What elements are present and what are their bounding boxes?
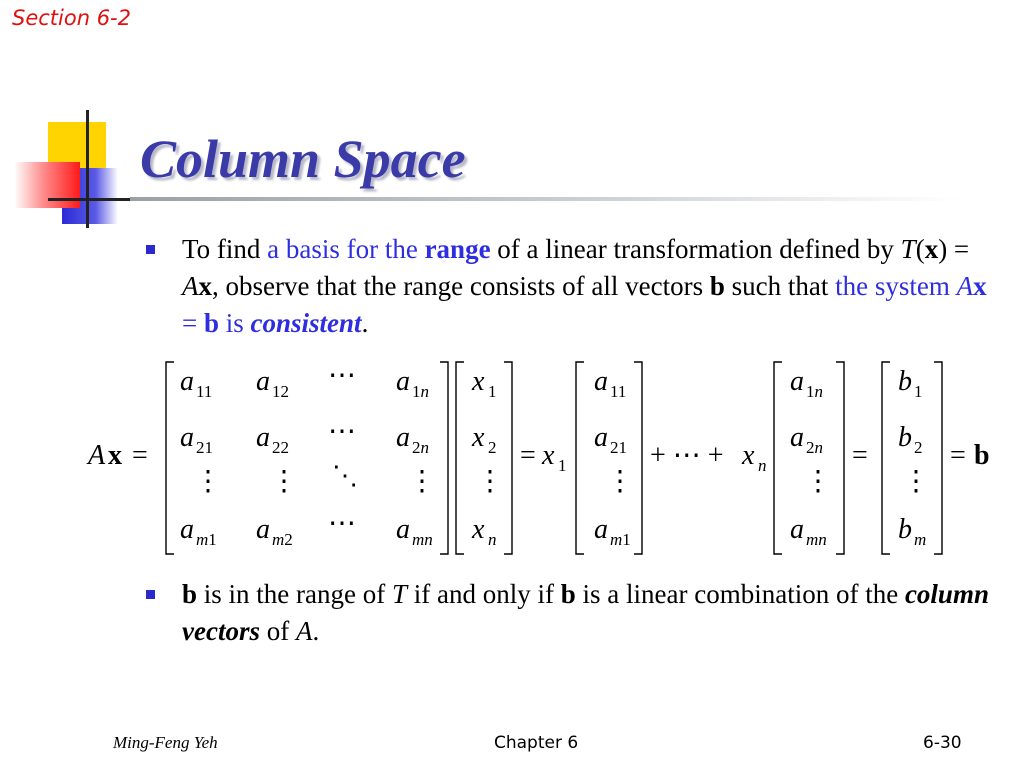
text-column-vectors: column vectors bbox=[182, 579, 989, 646]
matrix-entry: a bbox=[396, 366, 410, 397]
matrix-entry: a bbox=[256, 366, 270, 397]
symbol-A: A bbox=[956, 271, 974, 301]
symbol-x: x bbox=[973, 271, 987, 301]
text-highlight: the system bbox=[835, 271, 957, 301]
matrix-equation bbox=[80, 352, 1010, 558]
symbol-b: b bbox=[560, 579, 576, 609]
coefficient-xn: x bbox=[742, 440, 755, 471]
text: of bbox=[259, 616, 296, 646]
matrix-entry-subscript: 12 bbox=[272, 382, 289, 401]
column-1-entry-subscript: m1 bbox=[610, 530, 631, 549]
matrix-A-right-bracket bbox=[440, 362, 448, 554]
column-1-entry: a bbox=[594, 366, 608, 397]
vector-b-entry: b bbox=[898, 366, 912, 397]
text: To find bbox=[182, 234, 268, 264]
footer-page-number: 6-30 bbox=[923, 733, 962, 753]
section-label: Section 6-2 bbox=[12, 6, 131, 30]
decor-vertical-line bbox=[86, 110, 89, 228]
column-n-entry-subscript: mn bbox=[806, 530, 827, 549]
title-underline bbox=[130, 197, 960, 201]
matrix-entry-subscript: 11 bbox=[196, 382, 213, 401]
vertical-dots: ⋮ bbox=[270, 466, 298, 497]
column-1-entry: a bbox=[594, 514, 608, 545]
text: is in the range of bbox=[197, 579, 392, 609]
vector-x-entry-subscript: 1 bbox=[488, 382, 497, 401]
matrix-entry-subscript: 21 bbox=[196, 438, 213, 457]
text-consistent: consistent bbox=[250, 308, 362, 338]
bullet-square-icon bbox=[146, 590, 155, 599]
column-n-entry: a bbox=[790, 366, 804, 397]
equals-sign: = bbox=[950, 440, 966, 471]
vector-b-right-bracket bbox=[934, 362, 942, 554]
column-1-entry: a bbox=[594, 422, 608, 453]
horizontal-dots: ⋯ bbox=[328, 416, 356, 447]
symbol-A: A bbox=[295, 616, 313, 646]
text: , observe that the range consists of all vectors bbox=[212, 271, 710, 301]
vector-b-entry-subscript: 1 bbox=[914, 382, 923, 401]
bullet-range-basis bbox=[182, 231, 1002, 342]
matrix-entry-subscript: m1 bbox=[196, 530, 217, 549]
column-1-entry-subscript: 21 bbox=[610, 438, 627, 457]
symbol-A: A bbox=[88, 440, 106, 471]
text: if and only if bbox=[407, 579, 561, 609]
matrix-entry: a bbox=[180, 422, 194, 453]
vector-x-entry: x bbox=[472, 422, 485, 453]
matrix-entry: a bbox=[396, 514, 410, 545]
symbol-x: x bbox=[198, 271, 212, 301]
vector-x-entry: x bbox=[472, 366, 485, 397]
text-highlight: = bbox=[182, 308, 204, 338]
matrix-entry: a bbox=[180, 514, 194, 545]
text: . bbox=[361, 308, 369, 338]
matrix-entry: a bbox=[256, 422, 270, 453]
coefficient-xn-subscript: n bbox=[758, 456, 767, 475]
bullet-column-vectors bbox=[182, 576, 1002, 650]
decor-red-bar bbox=[14, 162, 80, 208]
vector-b-entry-subscript: 2 bbox=[914, 438, 923, 457]
vector-b-entry: b bbox=[898, 514, 912, 545]
footer-chapter: Chapter 6 bbox=[494, 733, 579, 753]
symbol-T: T bbox=[391, 579, 408, 609]
column-n-right-bracket bbox=[836, 362, 844, 554]
column-n-entry: a bbox=[790, 422, 804, 453]
matrix-entry-subscript: 22 bbox=[272, 438, 289, 457]
vertical-dots: ⋮ bbox=[804, 466, 832, 497]
vector-x-right-bracket bbox=[504, 362, 512, 554]
matrix-entry-subscript: mn bbox=[412, 530, 433, 549]
column-n-entry-subscript: 1n bbox=[806, 382, 823, 401]
vertical-dots: ⋮ bbox=[194, 466, 222, 497]
vector-x-entry-subscript: 2 bbox=[488, 438, 497, 457]
vector-x-entry: x bbox=[472, 514, 485, 545]
text: . bbox=[312, 616, 320, 646]
symbol-b: b bbox=[709, 271, 725, 301]
bullet-square-icon bbox=[146, 245, 155, 254]
matrix-entry-subscript: m2 bbox=[272, 530, 293, 549]
text: of a linear transformation defined by bbox=[490, 234, 901, 264]
column-n-entry-subscript: 2n bbox=[806, 438, 823, 457]
horizontal-dots: ⋯ bbox=[328, 360, 356, 391]
vertical-dots: ⋮ bbox=[408, 466, 436, 497]
text: is a linear combination of the bbox=[575, 579, 905, 609]
matrix-equation-svg bbox=[80, 352, 1010, 558]
matrix-entry: a bbox=[256, 514, 270, 545]
symbol-T: T bbox=[900, 234, 916, 264]
column-1-right-bracket bbox=[634, 362, 642, 554]
column-1-left-bracket bbox=[576, 362, 584, 554]
coefficient-x1: x bbox=[542, 440, 555, 471]
matrix-entry: a bbox=[396, 422, 410, 453]
horizontal-dots: ⋯ bbox=[328, 508, 356, 539]
vector-x-entry-subscript: n bbox=[488, 530, 497, 549]
matrix-entry: a bbox=[180, 366, 194, 397]
column-n-left-bracket bbox=[774, 362, 782, 554]
symbol-b: b bbox=[203, 308, 220, 338]
vertical-dots: ⋮ bbox=[902, 466, 930, 497]
text: such that bbox=[724, 271, 836, 301]
text-highlight: is bbox=[219, 308, 251, 338]
footer-author: Ming-Feng Yeh bbox=[113, 733, 218, 752]
vertical-dots: ⋮ bbox=[476, 466, 504, 497]
coefficient-x1-subscript: 1 bbox=[558, 456, 567, 475]
matrix-entry-subscript: 1n bbox=[412, 382, 429, 401]
symbol-x: x bbox=[924, 234, 939, 264]
vector-b-entry-subscript: m bbox=[914, 530, 927, 549]
text: ( bbox=[915, 234, 925, 264]
symbol-b: b bbox=[182, 579, 198, 609]
equals-sign: = bbox=[520, 440, 536, 471]
slide-title: Column Space bbox=[140, 129, 466, 189]
vector-b-left-bracket bbox=[882, 362, 890, 554]
text-range: range bbox=[424, 234, 491, 264]
vertical-dots: ⋮ bbox=[606, 466, 634, 497]
vector-b-entry: b bbox=[898, 422, 912, 453]
equals-sign: = bbox=[132, 440, 148, 471]
symbol-A: A bbox=[182, 271, 199, 301]
diagonal-dots: ⋱ bbox=[332, 461, 358, 490]
vector-x-left-bracket bbox=[456, 362, 464, 554]
text-highlight: a basis for the bbox=[267, 234, 425, 264]
column-n-entry: a bbox=[790, 514, 804, 545]
matrix-entry-subscript: 2n bbox=[412, 438, 429, 457]
symbol-b: b bbox=[974, 440, 990, 471]
column-1-entry-subscript: 11 bbox=[610, 382, 627, 401]
text: ) = bbox=[938, 234, 970, 264]
symbol-x: x bbox=[108, 440, 122, 471]
matrix-A-left-bracket bbox=[166, 362, 174, 554]
plus-dots-plus: + ⋯ + bbox=[650, 440, 724, 471]
equals-sign: = bbox=[852, 440, 868, 471]
